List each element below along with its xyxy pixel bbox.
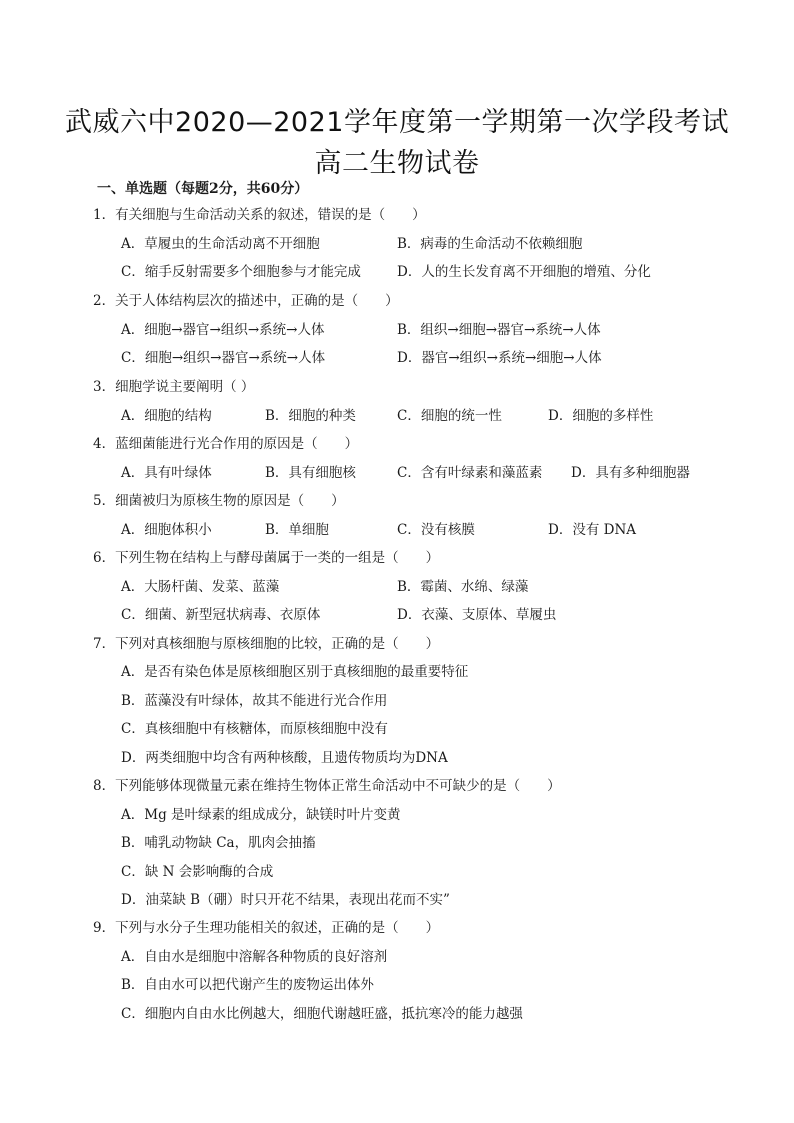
section-heading: 一、单选题（每题2分，共60分） — [97, 181, 309, 197]
option-d: D．油菜缺 B（硼）时只开花不结果，表现出花而不实” — [121, 892, 450, 908]
option-b: B．具有细胞核 — [265, 465, 356, 481]
question-stem: 2．关于人体结构层次的描述中，正确的是（ ） — [93, 293, 399, 309]
option-b: B．组织→细胞→器官→系统→人体 — [397, 322, 601, 338]
option-c: C．没有核膜 — [397, 522, 475, 538]
question-stem: 6．下列生物在结构上与酵母菌属于一类的一组是（ ） — [93, 550, 440, 566]
option-b: B．蓝藻没有叶绿体，故其不能进行光合作用 — [121, 693, 388, 709]
option-c: C．细胞的统一性 — [397, 408, 502, 424]
option-d: D．器官→组织→系统→细胞→人体 — [397, 350, 602, 366]
option-c: C．细胞内自由水比例越大，细胞代谢越旺盛，抵抗寒冷的能力越强 — [121, 1006, 523, 1022]
option-a: A．是否有染色体是原核细胞区别于真核细胞的最重要特征 — [121, 664, 469, 680]
option-a: A．自由水是细胞中溶解各种物质的良好溶剂 — [121, 949, 388, 965]
option-c: C．细菌、新型冠状病毒、衣原体 — [121, 607, 321, 623]
option-c: C．细胞→组织→器官→系统→人体 — [121, 350, 326, 366]
option-d: D．没有 DNA — [548, 522, 637, 538]
option-a: A．细胞的结构 — [121, 408, 212, 424]
option-b: B．自由水可以把代谢产生的废物运出体外 — [121, 977, 374, 993]
option-c: C．缺 N 会影响酶的合成 — [121, 864, 274, 880]
option-b: B．细胞的种类 — [265, 408, 356, 424]
question-stem: 3．细胞学说主要阐明（ ） — [93, 379, 255, 395]
option-c: C．含有叶绿素和藻蓝素 — [397, 465, 543, 481]
question-stem: 9．下列与水分子生理功能相关的叙述，正确的是（ ） — [93, 920, 440, 936]
option-b: B．单细胞 — [265, 522, 329, 538]
question-stem: 7．下列对真核细胞与原核细胞的比较，正确的是（ ） — [93, 636, 440, 652]
option-b: B．病毒的生命活动不依赖细胞 — [397, 236, 583, 252]
option-d: D．具有多种细胞器 — [571, 465, 690, 481]
option-a: A．大肠杆菌、发菜、蓝藻 — [121, 579, 280, 595]
option-b: B．哺乳动物缺 Ca，肌肉会抽搐 — [121, 835, 316, 851]
option-a: A．Mg 是叶绿素的组成成分，缺镁时叶片变黄 — [121, 807, 401, 823]
question-stem: 5．细菌被归为原核生物的原因是（ ） — [93, 493, 345, 509]
option-c: C．缩手反射需要多个细胞参与才能完成 — [121, 264, 361, 280]
option-d: D．人的生长发育离不开细胞的增殖、分化 — [397, 264, 651, 280]
option-a: A．细胞→器官→组织→系统→人体 — [121, 322, 325, 338]
option-d: D．衣藻、支原体、草履虫 — [397, 607, 557, 623]
exam-title: 武威六中2020—2021学年度第一学期第一次学段考试 — [65, 107, 729, 138]
option-c: C．真核细胞中有核糖体，而原核细胞中没有 — [121, 721, 388, 737]
option-d: D．两类细胞中均含有两种核酸，且遗传物质均为DNA — [121, 750, 448, 766]
question-stem: 4．蓝细菌能进行光合作用的原因是（ ） — [93, 436, 359, 452]
option-a: A．具有叶绿体 — [121, 465, 212, 481]
question-stem: 8．下列能够体现微量元素在维持生物体正常生命活动中不可缺少的是（ ） — [93, 778, 561, 794]
exam-subtitle: 高二生物试卷 — [314, 148, 480, 179]
question-stem: 1．有关细胞与生命活动关系的叙述，错误的是（ ） — [93, 207, 426, 223]
option-a: A．细胞体积小 — [121, 522, 212, 538]
option-b: B．霉菌、水绵、绿藻 — [397, 579, 529, 595]
option-a: A．草履虫的生命活动离不开细胞 — [121, 236, 320, 252]
option-d: D．细胞的多样性 — [548, 408, 654, 424]
